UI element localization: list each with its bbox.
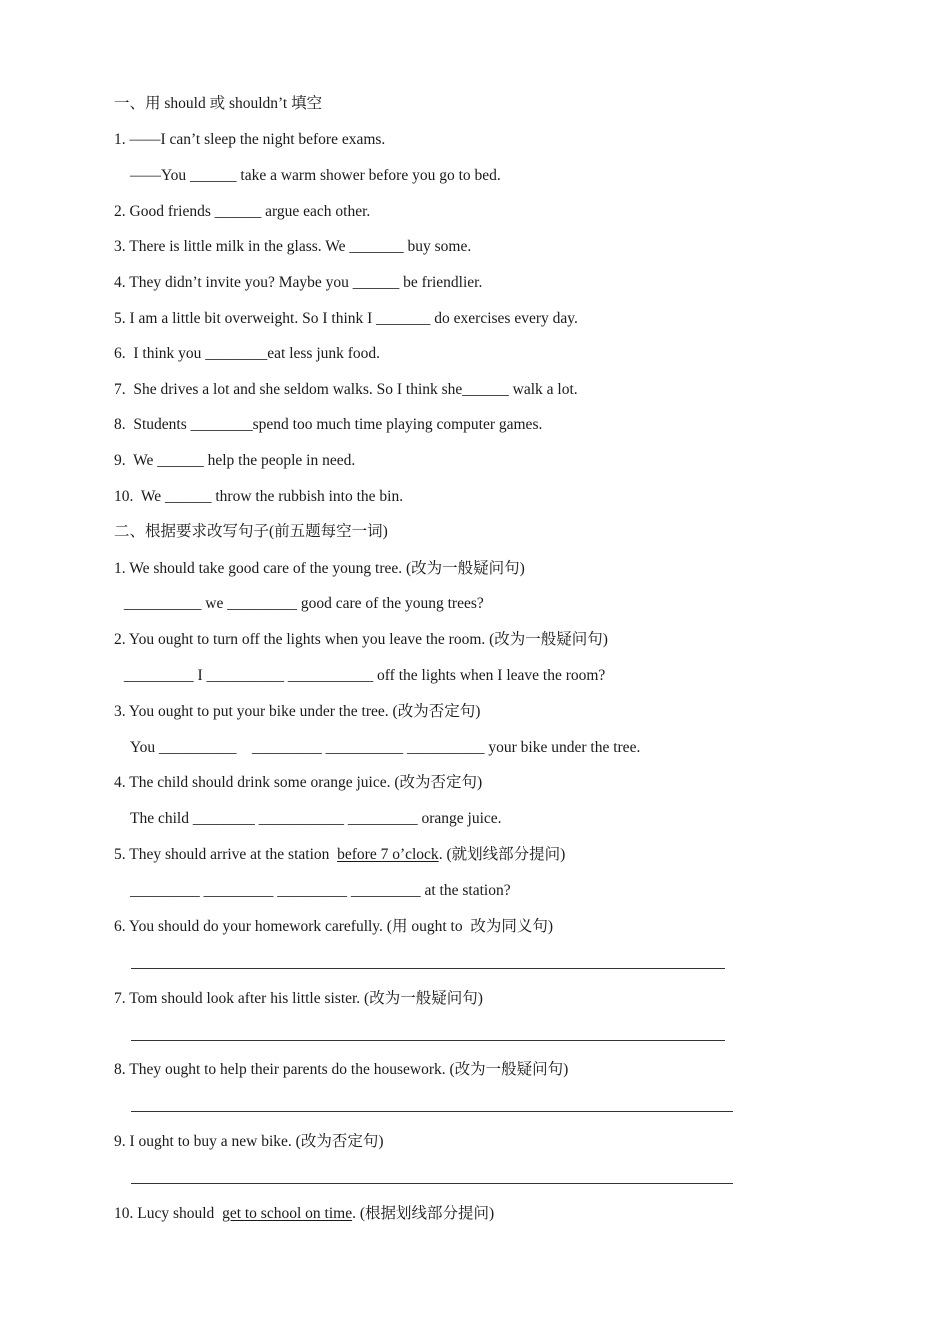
s2-q5-text-b: . (就划线部分提问) <box>438 846 566 863</box>
s2-q7-prompt: 7. Tom should look after his little sister. (改为一般疑问句) <box>114 990 483 1007</box>
s1-q9: 9. We ______ help the people in need. <box>114 452 356 469</box>
s2-q1-blanks: __________ we _________ good care of the young trees? <box>120 595 484 612</box>
s2-q4-blanks: The child ________ ___________ _________ orange juice. <box>130 810 502 827</box>
s2-q8-prompt: 8. They ought to help their parents do the housework. (改为一般疑问句) <box>114 1061 569 1078</box>
section-1-heading: 一、用 should 或 shouldn’t 填空 <box>114 95 323 112</box>
s2-q4-prompt: 4. The child should drink some orange juice. (改为否定句) <box>114 774 483 791</box>
s2-q10-prompt <box>114 1204 494 1224</box>
s2-q10-text-b: . (根据划线部分提问) <box>352 1205 495 1222</box>
s2-q10-underlined: get to school on time <box>222 1205 353 1222</box>
s1-q5: 5. I am a little bit overweight. So I think I _______ do exercises every day. <box>114 310 578 327</box>
s1-q10: 10. We ______ throw the rubbish into the bin. <box>114 488 404 505</box>
s1-q3: 3. There is little milk in the glass. We _______ buy some. <box>114 238 472 255</box>
s1-q7: 7. She drives a lot and she seldom walks. So I think she______ walk a lot. <box>114 381 578 398</box>
s1-q2: 2. Good friends ______ argue each other. <box>114 203 371 220</box>
s2-q9-answer-line[interactable] <box>131 1183 733 1184</box>
s2-q6-prompt: 6. You should do your homework carefully. (用 ought to 改为同义句) <box>114 918 553 935</box>
section-2-heading: 二、根据要求改写句子(前五题每空一词) <box>114 523 388 540</box>
s2-q2-prompt: 2. You ought to turn off the lights when you leave the room. (改为一般疑问句) <box>114 631 608 648</box>
s2-q10-text-a: 10. Lucy should <box>114 1205 223 1222</box>
s2-q8-answer-line[interactable] <box>131 1111 733 1112</box>
s2-q3-blanks: You __________ _________ __________ __________ your bike under the tree. <box>130 739 641 756</box>
s2-q5-prompt <box>114 845 565 865</box>
s1-q1-response: ——You ______ take a warm shower before you go to bed. <box>130 167 501 184</box>
s1-q4: 4. They didn’t invite you? Maybe you ______ be friendlier. <box>114 274 483 291</box>
s2-q5-blanks: _________ _________ _________ _________ at the station? <box>130 882 511 899</box>
s2-q7-answer-line[interactable] <box>131 1040 725 1041</box>
s1-q1-prompt: 1. ——I can’t sleep the night before exams. <box>114 131 386 148</box>
s1-q6: 6. I think you ________eat less junk food. <box>114 345 381 362</box>
s2-q5-underlined: before 7 o’clock <box>337 846 439 863</box>
s1-q8: 8. Students ________spend too much time playing computer games. <box>114 416 543 433</box>
s2-q1-prompt: 1. We should take good care of the young tree. (改为一般疑问句) <box>114 560 525 577</box>
s2-q9-prompt: 9. I ought to buy a new bike. (改为否定句) <box>114 1133 384 1150</box>
s2-q6-answer-line[interactable] <box>131 968 725 969</box>
s2-q5-text-a: 5. They should arrive at the station <box>114 846 338 863</box>
s2-q3-prompt: 3. You ought to put your bike under the tree. (改为否定句) <box>114 703 481 720</box>
s2-q2-blanks: _________ I __________ ___________ off the lights when I leave the room? <box>120 667 606 684</box>
